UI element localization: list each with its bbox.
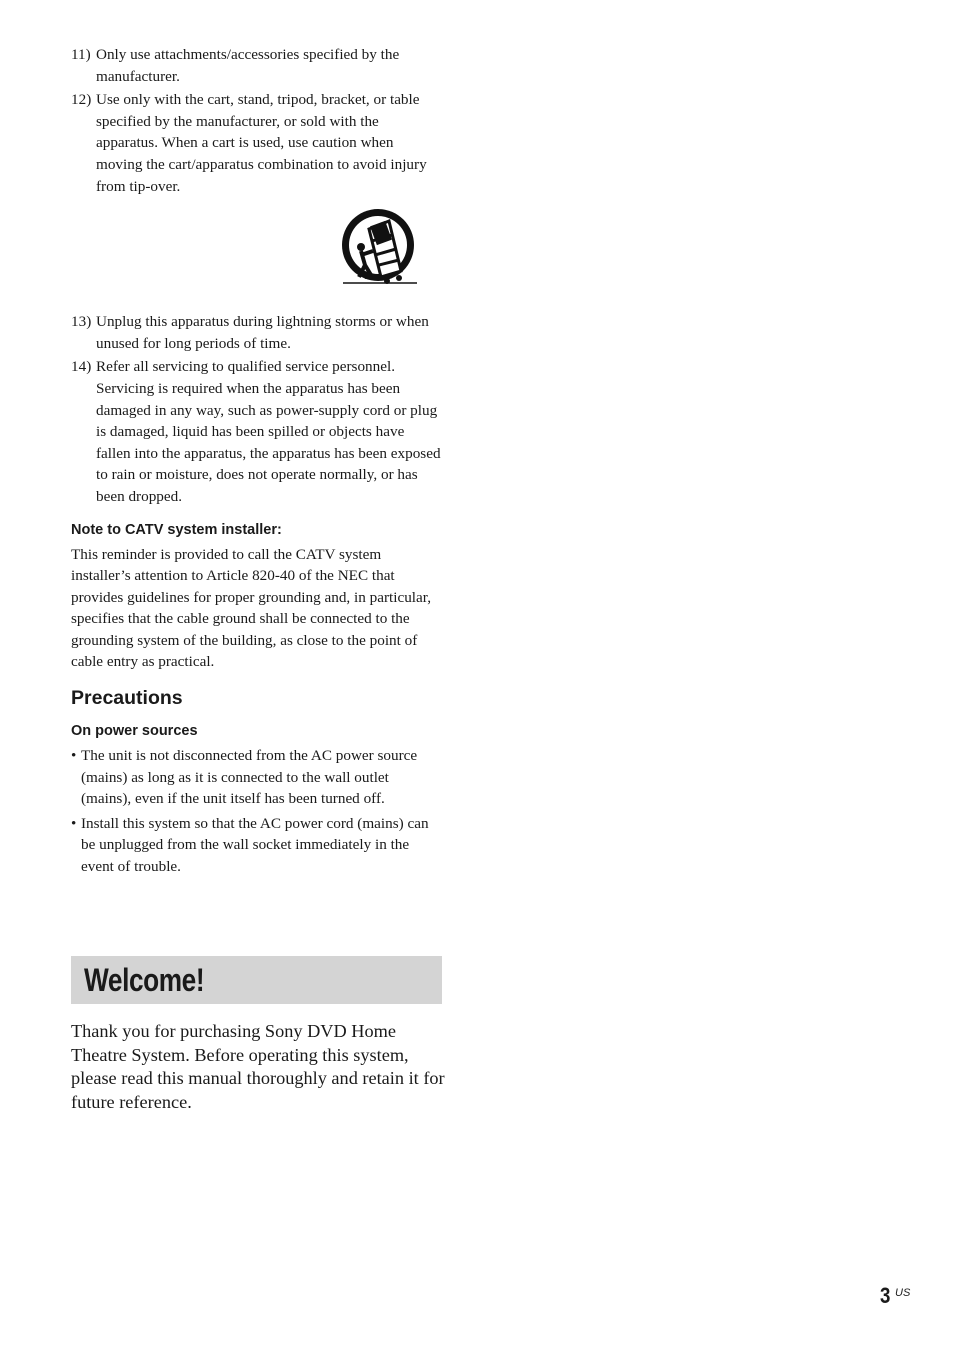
catv-note-body: This reminder is provided to call the CATV system installer’s attention to Article 820-40 of the NEC that provides guidelines for proper grounding and, in particular, specifies that the cable ground shall be connected to the grounding system of the building, as close to the point of cable entry as practical. [71,545,431,671]
welcome-title: Welcome! [84,962,205,998]
page-number: 3 [880,1283,891,1308]
left-column [71,44,441,881]
safety-item-text: Use only with the cart, stand, tripod, bracket, or table specified by the manufacturer, or sold with the apparatus. When a cart is used, use caution when moving the cart/apparatus combination to avoid injury from tip-over. [96,91,427,195]
safety-item-text: Only use attachments/accessories specified by the manufacturer. [96,46,400,85]
power-sources-subheading: On power sources [71,723,198,740]
cart-warning-figure [71,207,441,289]
safety-item-14 [71,356,441,507]
cart-tip-over-warning-icon [339,207,421,289]
bullet-text: Install this system so that the AC power cord (mains) can be unplugged from the wall socket immediately in the event of trouble. [81,814,429,876]
list-item [71,813,441,878]
safety-item-number: 14) [71,358,92,376]
welcome-banner [71,956,442,1004]
welcome-body: Thank you for purchasing Sony DVD Home Theatre System. Before operating this system, please read this manual thoroughly and retain it for future reference. [71,1021,445,1112]
bullet-icon: • [71,747,77,765]
bullet-text: The unit is not disconnected from the AC power source (mains) as long as it is connected to the wall outlet (mains), even if the unit itself has been turned off. [81,747,418,808]
page-number-suffix: US [895,1287,911,1299]
bullet-icon: • [71,814,77,832]
catv-note-heading: Note to CATV system installer: [71,521,282,538]
safety-item-text: Unplug this apparatus during lightning storms or when unused for long periods of time. [96,313,429,352]
safety-item-number: 11) [71,46,91,63]
safety-item-text: Refer all servicing to qualified service personnel. Servicing is required when the apparatus has been damaged in any way, such as power-supply cord or plug is damaged, liquid has been spilled or objects have fallen into the apparatus, the apparatus has been exposed to rain or moisture, does not operate normally, or has been dropped. [96,358,441,505]
safety-item-12 [71,89,441,197]
safety-item-11 [71,44,441,87]
safety-item-number: 12) [71,91,92,109]
precautions-heading: Precautions [71,687,183,710]
safety-item-number: 13) [71,313,92,331]
list-item [71,745,441,810]
safety-item-13 [71,311,441,354]
